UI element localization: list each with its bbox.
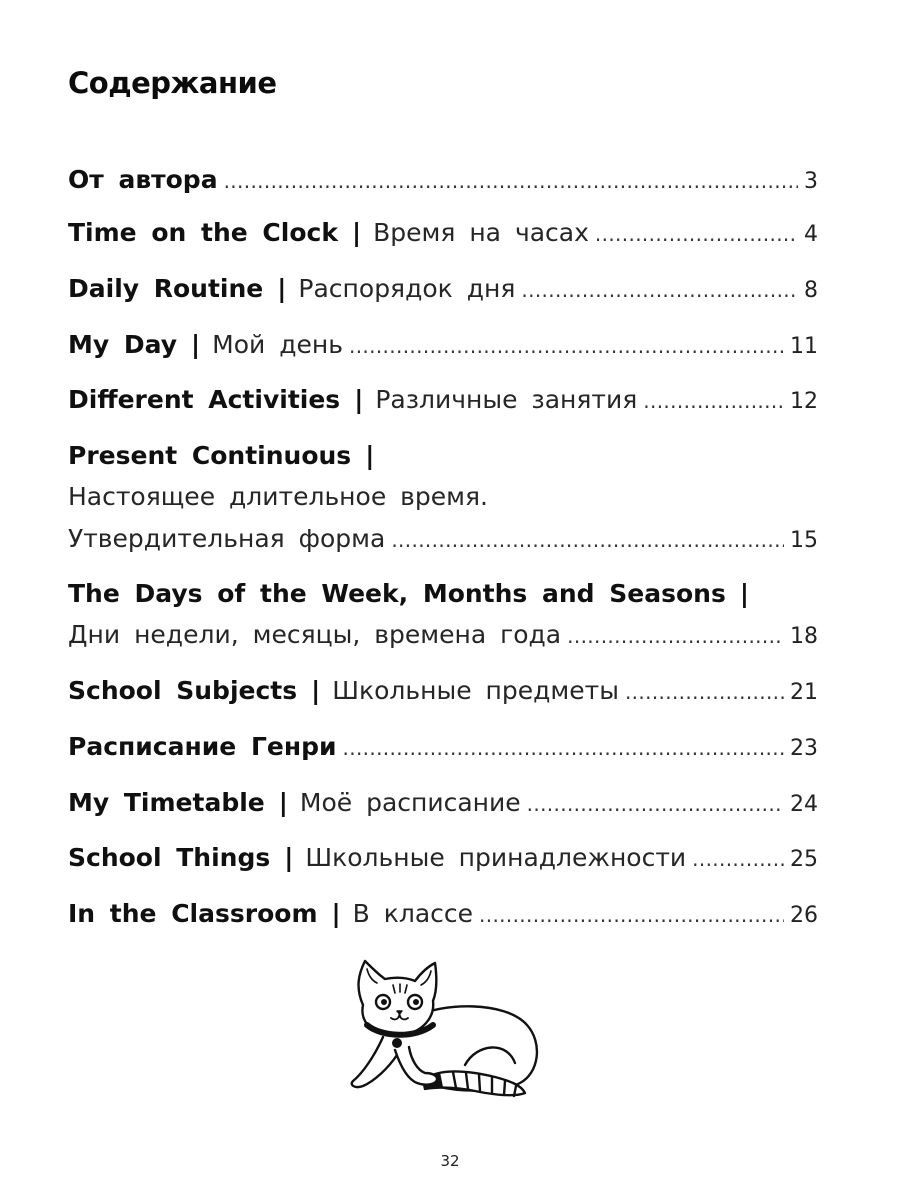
- toc-entry-translation: Время на часах: [373, 218, 589, 247]
- page-title: Содержание: [68, 66, 277, 100]
- toc-entry-translation: Моё расписание: [299, 788, 521, 817]
- dot-leader: [692, 842, 784, 876]
- toc-page-number: 4: [804, 222, 818, 247]
- toc-page-number: 8: [804, 278, 818, 303]
- toc-entry-translation: Распорядок дня: [298, 274, 516, 303]
- dot-leader: [625, 675, 784, 709]
- toc-entry-translation: Различные занятия: [375, 385, 638, 414]
- toc-entry-daily-routine: [68, 272, 818, 306]
- toc-entry-translation: Мой день: [212, 330, 343, 359]
- toc-entry-title: Расписание Генри: [68, 732, 337, 761]
- title-separator: |: [278, 788, 288, 817]
- title-separator: |: [739, 579, 749, 608]
- toc-entry-my-timetable: [68, 786, 818, 820]
- toc-page-number: 15: [790, 528, 818, 553]
- toc-entry-present-continuous: [68, 439, 818, 473]
- toc-entry-translation: Школьные предметы: [332, 676, 619, 705]
- toc-entry-my-day: [68, 328, 818, 362]
- toc-entry-author: [68, 163, 818, 197]
- toc-entry-henry-timetable: [68, 730, 818, 764]
- dot-leader: [643, 384, 784, 418]
- title-separator: |: [365, 441, 375, 470]
- toc-entry-translation: Утвердительная форма: [68, 524, 386, 553]
- dot-leader: [391, 523, 784, 557]
- toc-entry-time-on-the-clock: [68, 216, 818, 250]
- toc-entry-title: Present Continuous: [68, 441, 352, 470]
- title-separator: |: [331, 899, 341, 928]
- title-separator: |: [311, 676, 321, 705]
- title-separator: |: [277, 274, 287, 303]
- dot-leader: [224, 164, 798, 198]
- title-separator: |: [191, 330, 201, 359]
- toc-entry-title: My Timetable: [68, 788, 265, 817]
- toc-page-number: 12: [790, 389, 818, 414]
- dot-leader: [567, 619, 784, 653]
- toc-entry-translation: В классе: [352, 899, 474, 928]
- toc-page-number: 25: [790, 847, 818, 872]
- toc-entry-translation: Дни недели, месяцы, времена года: [68, 620, 562, 649]
- toc-entry-present-continuous-translation-cont: [68, 522, 818, 556]
- title-separator: |: [354, 385, 364, 414]
- toc-entry-translation: Школьные принадлежности: [305, 843, 687, 872]
- toc-entry-school-subjects: [68, 674, 818, 708]
- toc-entry-title: School Subjects: [68, 676, 298, 705]
- toc-entry-title: My Day: [68, 330, 178, 359]
- dot-leader: [595, 217, 798, 251]
- toc-page-number: 18: [790, 624, 818, 649]
- page-number: 32: [440, 1152, 460, 1170]
- toc-entry-in-the-classroom: [68, 897, 818, 931]
- dot-leader: [343, 731, 784, 765]
- toc-entry-title: In the Classroom: [68, 899, 318, 928]
- dot-leader: [349, 329, 784, 363]
- title-separator: |: [351, 218, 362, 247]
- toc-page-number: 23: [790, 736, 818, 761]
- toc-entry-title: Different Activities: [68, 385, 341, 414]
- toc-entry-different-activities: [68, 383, 818, 417]
- toc-entry-title: The Days of the Week, Months and Seasons: [68, 579, 726, 608]
- dot-leader: [527, 787, 784, 821]
- toc-page-number: 26: [790, 903, 818, 928]
- toc-entry-title: От автора: [68, 165, 218, 194]
- toc-entry-school-things: [68, 841, 818, 875]
- cat-icon: [345, 955, 550, 1105]
- toc-entry-title: Daily Routine: [68, 274, 264, 303]
- dot-leader: [479, 898, 784, 932]
- toc-entry-days-months-seasons-translation: [68, 618, 818, 652]
- toc-page-number: 24: [790, 792, 818, 817]
- title-separator: |: [284, 843, 294, 872]
- dot-leader: [521, 273, 798, 307]
- toc-entry-days-months-seasons: [68, 577, 818, 611]
- toc-page-number: 11: [790, 334, 818, 359]
- toc-entry-translation: Настоящее длительное время.: [68, 482, 488, 511]
- toc-entry-title: Time on the Clock: [68, 218, 338, 247]
- toc-page-number: 3: [804, 169, 818, 194]
- toc-page-number: 21: [790, 680, 818, 705]
- toc-entry-title: School Things: [68, 843, 271, 872]
- toc-entry-present-continuous-translation: [68, 480, 818, 514]
